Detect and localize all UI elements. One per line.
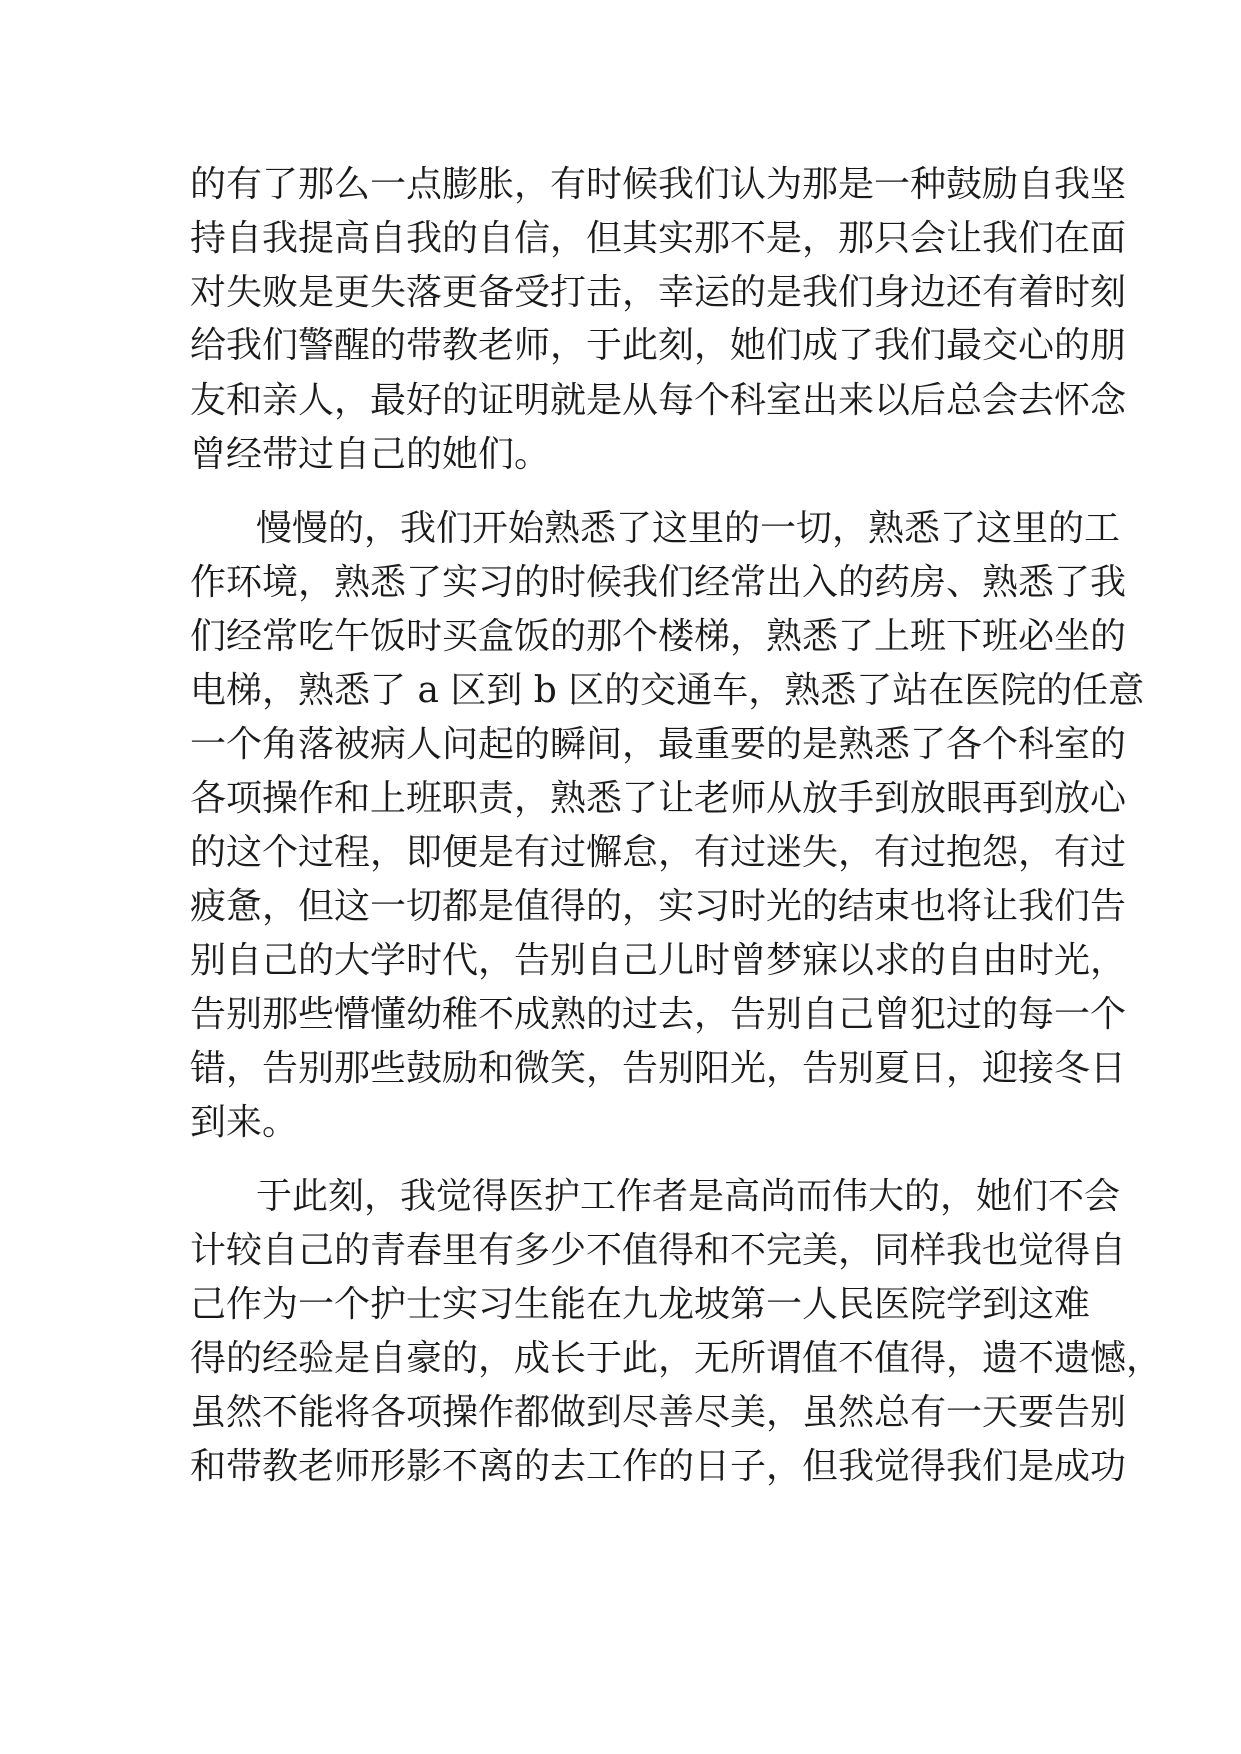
paragraph-1-line-4: 给我们警醒的带教老师，于此刻，她们成了我们最交心的朋 bbox=[190, 325, 1127, 366]
paragraph-3-line-6: 和带教老师形影不离的去工作的日子，但我觉得我们是成功 bbox=[190, 1446, 1127, 1487]
paragraph-3-line-5: 虽然不能将各项操作都做到尽善尽美，虽然总有一天要告别 bbox=[190, 1392, 1127, 1433]
paragraph-2-line-12: 到来。 bbox=[190, 1102, 299, 1143]
paragraph-2-line-5: 一个角落被病人问起的瞬间，最重要的是熟悉了各个科室的 bbox=[190, 724, 1127, 765]
paragraph-3-line-1: 于此刻，我觉得医护工作者是高尚而伟大的，她们不会 bbox=[256, 1176, 1121, 1217]
paragraph-1-line-3: 对失败是更失落更备受打击，幸运的是我们身边还有着时刻 bbox=[190, 272, 1127, 313]
paragraph-2-line-10: 告别那些懵懂幼稚不成熟的过去，告别自己曾犯过的每一个 bbox=[190, 994, 1127, 1035]
paragraph-1-line-2: 持自我提高自我的自信，但其实那不是，那只会让我们在面 bbox=[190, 218, 1127, 259]
paragraph-1-line-5: 友和亲人，最好的证明就是从每个科室出来以后总会去怀念 bbox=[190, 380, 1127, 421]
paragraph-2-line-8: 疲惫，但这一切都是值得的，实习时光的结束也将让我们告 bbox=[190, 886, 1127, 927]
paragraph-3-line-3: 己作为一个护士实习生能在九龙坡第一人民医院学到这难 bbox=[190, 1284, 1091, 1325]
paragraph-3-line-2: 计较自己的青春里有多少不值得和不完美，同样我也觉得自 bbox=[190, 1230, 1127, 1271]
paragraph-2-line-1: 慢慢的，我们开始熟悉了这里的一切，熟悉了这里的工 bbox=[256, 508, 1121, 549]
paragraph-2-line-7: 的这个过程，即便是有过懈怠，有过迷失，有过抱怨，有过 bbox=[190, 832, 1127, 873]
paragraph-3-line-4: 得的经验是自豪的，成长于此，无所谓值不值得，遗不遗憾， bbox=[190, 1338, 1163, 1379]
paragraph-2-line-3: 们经常吃午饭时买盒饭的那个楼梯，熟悉了上班下班必坐的 bbox=[190, 616, 1127, 657]
paragraph-2-line-11: 错，告别那些鼓励和微笑，告别阳光，告别夏日，迎接冬日 bbox=[190, 1048, 1127, 1089]
paragraph-1-line-1: 的有了那么一点膨胀，有时候我们认为那是一种鼓励自我坚 bbox=[190, 164, 1127, 205]
paragraph-2-line-9: 别自己的大学时代，告别自己儿时曾梦寐以求的自由时光， bbox=[190, 940, 1127, 981]
paragraph-2-line-4: 电梯，熟悉了 a 区到 b 区的交通车，熟悉了站在医院的任意 bbox=[190, 670, 1145, 711]
paragraph-2-line-2: 作环境，熟悉了实习的时候我们经常出入的药房、熟悉了我 bbox=[190, 562, 1127, 603]
paragraph-2-line-6: 各项操作和上班职责，熟悉了让老师从放手到放眼再到放心 bbox=[190, 778, 1127, 819]
paragraph-1-line-6: 曾经带过自己的她们。 bbox=[190, 434, 551, 475]
